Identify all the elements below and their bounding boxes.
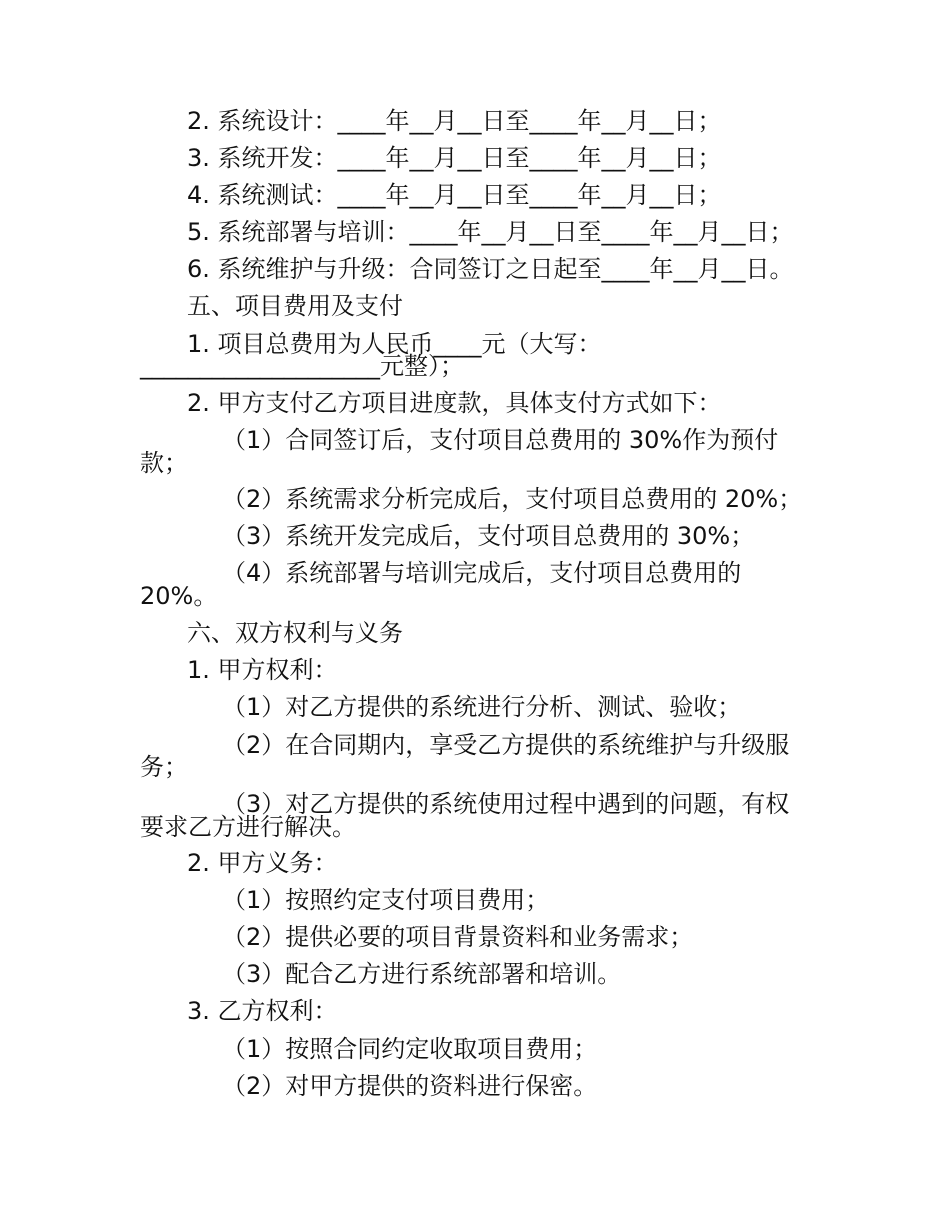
schedule-item-design: 2. 系统设计：____年__月__日至____年__月__日； <box>187 107 722 135</box>
fee-total-line-cont: ____________________元整）； <box>140 352 464 380</box>
party-a-rights-heading: 1. 甲方权利： <box>187 656 338 684</box>
payment-item-4-cont: 20%。 <box>140 582 218 610</box>
party-b-rights-heading: 3. 乙方权利： <box>187 997 338 1025</box>
party-a-duties-heading: 2. 甲方义务： <box>187 849 338 877</box>
schedule-item-deployment: 5. 系统部署与培训：____年__月__日至____年__月__日； <box>187 218 794 246</box>
schedule-item-maintenance: 6. 系统维护与升级：合同签订之日起至____年__月__日。 <box>187 255 794 283</box>
party-a-duty-2: （2）提供必要的项目背景资料和业务需求； <box>222 923 694 951</box>
section-heading-fees: 五、项目费用及支付 <box>187 292 403 320</box>
schedule-item-testing: 4. 系统测试：____年__月__日至____年__月__日； <box>187 181 722 209</box>
party-a-duty-1: （1）按照约定支付项目费用； <box>222 886 550 914</box>
payment-item-3: （3）系统开发完成后，支付项目总费用的 30%； <box>222 522 755 550</box>
schedule-item-development: 3. 系统开发：____年__月__日至____年__月__日； <box>187 144 722 172</box>
payment-item-1: （1）合同签订后，支付项目总费用的 30%作为预付 <box>222 426 779 454</box>
payment-intro: 2. 甲方支付乙方项目进度款，具体支付方式如下： <box>187 389 722 417</box>
fee-total-line: 1. 项目总费用为人民币____元（大写： <box>187 330 602 358</box>
section-heading-rights: 六、双方权利与义务 <box>187 619 403 647</box>
party-b-right-2: （2）对甲方提供的资料进行保密。 <box>222 1072 598 1100</box>
party-a-right-3-cont: 要求乙方进行解决。 <box>140 813 356 841</box>
payment-item-4: （4）系统部署与培训完成后，支付项目总费用的 <box>222 559 742 587</box>
payment-item-1-cont: 款； <box>140 449 188 477</box>
party-a-right-3: （3）对乙方提供的系统使用过程中遇到的问题，有权 <box>222 790 790 818</box>
party-a-right-1: （1）对乙方提供的系统进行分析、测试、验收； <box>222 693 742 721</box>
party-a-right-2-cont: 务； <box>140 753 188 781</box>
party-b-right-1: （1）按照合同约定收取项目费用； <box>222 1035 598 1063</box>
party-a-right-2: （2）在合同期内，享受乙方提供的系统维护与升级服 <box>222 731 790 759</box>
party-a-duty-3: （3）配合乙方进行系统部署和培训。 <box>222 960 622 988</box>
payment-item-2: （2）系统需求分析完成后，支付项目总费用的 20%； <box>222 485 803 513</box>
